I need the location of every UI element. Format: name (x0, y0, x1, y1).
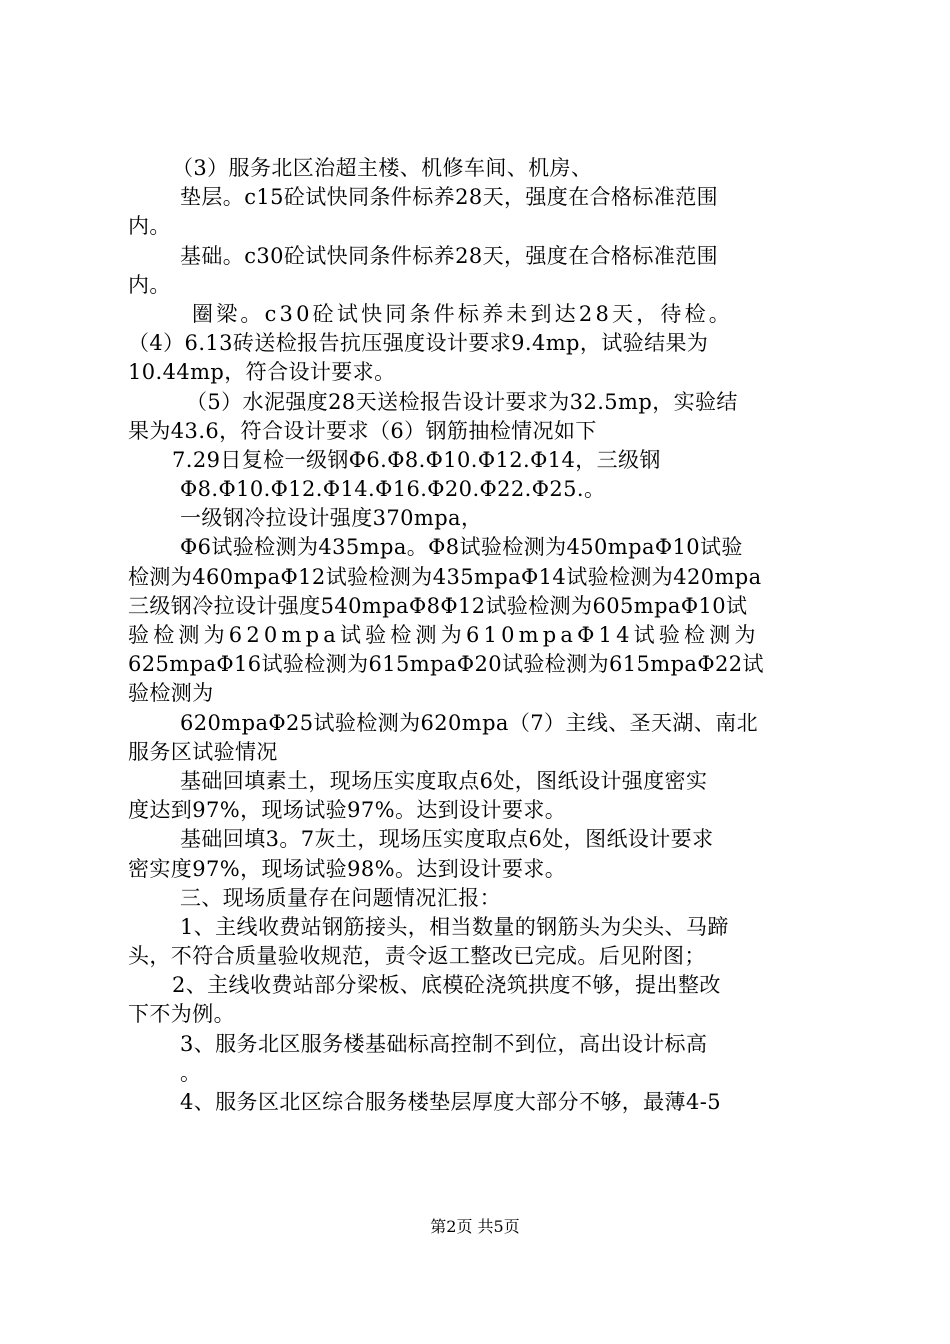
text-line: Φ6试验检测为435mpa。Φ8试验检测为450mpaΦ10试验 (180, 535, 743, 560)
page-number-footer: 第2页 共5页 (430, 1217, 520, 1236)
text-line: （3）服务北区治超主楼、机修车间、机房、 (172, 156, 593, 180)
text-line: 2、主线收费站部分梁板、底模砼浇筑拱度不够，提出整改 (172, 973, 721, 998)
document-body (128, 154, 836, 1117)
text-line: 10.44mp，符合设计要求。 (128, 360, 396, 385)
text-line: 果为43.6，符合设计要求（6）钢筋抽检情况如下 (128, 418, 597, 443)
text-line: 基础回填3。7灰土，现场压实度取点6处，图纸设计要求 (180, 827, 714, 852)
text-line: 头，不符合质量验收规范，责令返工整改已完成。后见附图； (128, 944, 706, 969)
text-line: 内。 (128, 214, 171, 239)
text-line: 。 (180, 1060, 202, 1085)
text-line: 服务区试验情况 (128, 739, 278, 764)
text-line: 7.29日复检一级钢Φ6.Φ8.Φ10.Φ12.Φ14，三级钢 (172, 447, 661, 472)
text-line: 3、服务北区服务楼基础标高控制不到位，高出设计标高 (180, 1031, 708, 1056)
text-line: 验检测为620mpa试验检测为610mpaΦ14试验检测为 (128, 623, 760, 647)
text-line: 1、主线收费站钢筋接头，相当数量的钢筋头为尖头、马蹄 (180, 914, 729, 939)
text-line: 垫层。c15砼试快同条件标养28天，强度在合格标准范围 (180, 185, 719, 210)
text-line: 625mpaΦ16试验检测为615mpaΦ20试验检测为615mpaΦ22试 (128, 652, 764, 677)
text-line: 基础。c30砼试快同条件标养28天，强度在合格标准范围 (180, 243, 719, 268)
text-line: 下不为例。 (128, 1002, 235, 1027)
text-line: 三、现场质量存在问题情况汇报： (180, 885, 501, 910)
text-line: 圈梁。c30砼试快同条件标养未到达28天，待检。 (192, 301, 734, 326)
text-line: Φ8.Φ10.Φ12.Φ14.Φ16.Φ20.Φ22.Φ25.。 (180, 477, 606, 502)
text-line: 基础回填素土，现场压实度取点6处，图纸设计强度密实 (180, 768, 708, 793)
text-line: 三级钢冷拉设计强度540mpaΦ8Φ12试验检测为605mpaΦ10试 (128, 593, 748, 618)
text-line: 4、服务区北区综合服务楼垫层厚度大部分不够，最薄4-5 (180, 1090, 721, 1114)
text-line: 度达到97%，现场试验97%。达到设计要求。 (128, 798, 567, 823)
text-line: （4）6.13砖送检报告抗压强度设计要求9.4mp，试验结果为 (128, 331, 709, 356)
text-line: 检测为460mpaΦ12试验检测为435mpaΦ14试验检测为420mpa (128, 564, 762, 589)
text-line: 密实度97%，现场试验98%。达到设计要求。 (128, 856, 567, 881)
text-line: （5）水泥强度28天送检报告设计要求为32.5mp，实验结 (186, 389, 738, 414)
text-line: 620mpaΦ25试验检测为620mpa（7）主线、圣天湖、南北 (180, 710, 759, 735)
text-line: 一级钢冷拉设计强度370mpa， (180, 506, 483, 531)
text-line: 内。 (128, 272, 171, 297)
text-line: 验检测为 (128, 681, 214, 706)
